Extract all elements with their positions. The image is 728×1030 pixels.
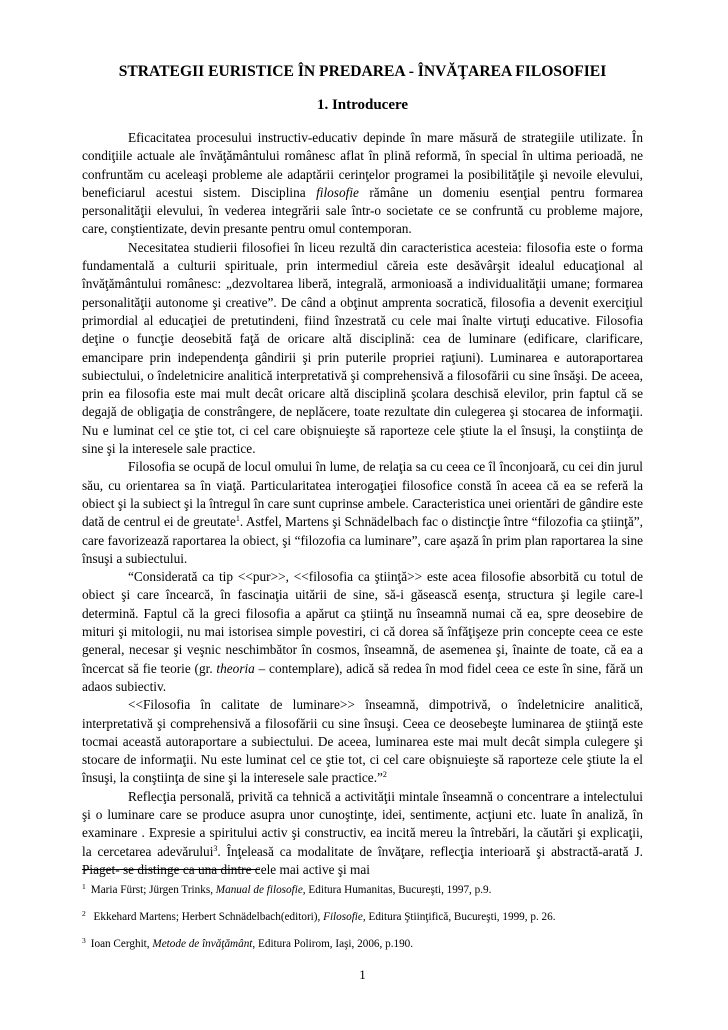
text-run: Editura Humanitas, Bucureşti, 1997, p.9.	[305, 884, 492, 896]
text-run: , Editura Ştiinţifică, Bucureşti, 1999, p. 26.	[362, 911, 556, 923]
text-run: “Considerată ca tip <<pur>>, <<filosofia ca ştiinţă>> este acea filosofie absorbită cu totul de obiect şi care încearcă, în fascinaţia uitării de sine, să-i găsească esenţa, structura şi legile care-l determină. Faptul că la greci filosofia a apărut ca ştiinţă nu înseamnă numai că ea, spre deosebire de mituri şi mitologii, nu mai istorisea simple povestiri, ci că dorea să înfăţişeze prin concepte ceea ce este general, necesar şi veşnic neschimbător în cosmos, înseamnă, de asemenea şi, înainte de toate, că ea a încercat să fie teorie (gr.	[82, 569, 643, 676]
footnote-separator	[82, 869, 260, 870]
italic-text: Metode de învăţământ	[152, 938, 253, 950]
text-run: Maria Fürst; Jürgen Trinks,	[90, 884, 216, 896]
paragraph	[82, 788, 643, 879]
paragraph	[82, 568, 643, 696]
page-number: 1	[359, 967, 366, 982]
italic-text: theoria	[216, 660, 255, 676]
text-run: <<Filosofia în calitate de luminare>> înseamnă, dimpotrivă, o îndeletnicire analitică, interpretativă şi comprehensivă a filosofării cu sine însuşi. Ceea ce deosebeşte luminarea de ştiinţă este tocmai această autoraportare a subiectului. De aceea, luminarea este mai mult decât simpla culegere şi stocare de informaţii. Nu este luminat cel ce ştie tot, ci cel care obişnuieşte să raporteze cele ştiute la el însuşi, la conştiinţa de sine şi la interesele sale practice.”	[82, 697, 643, 786]
text-run: . Înţeleasă ca modalitate de învăţare, reflecţia interioară şi abstractă-arată J. Piaget- se distinge ca una dintre cele mai active şi mai	[82, 843, 643, 877]
body-text	[82, 129, 643, 879]
text-run: – contemplare), adică să redea în mod fidel ceea ce este în sine, fără un adaos subiectiv.	[82, 660, 643, 694]
footnote	[82, 934, 682, 951]
text-run: Reflecţia personală, privită ca tehnică a activităţii mintale înseamnă o concentrare a intelectului şi o luminare care se produce asupra unor cunoştinţe, idei, sentimente, acţiuni etc. luate în analiză, în examinare . Expresie a spiritului activ şi constructiv, ea incită mereu la întrebări, la căutări şi explicaţii, la cercetarea adevărului	[82, 788, 643, 859]
text-run: Filosofia se ocupă de locul omului în lume, de relaţia sa cu ceea ce îl înconjoară, cu cei din jurul său, cu orientarea sa în viaţă. Particularitatea interogaţiei filosofice constă în aceea că ea se referă la obiect şi la subiect şi la întregul în care sunt cuprinse ambele. Caracteristica unei orientări de gândire este dată de centrul ei de greutate	[82, 459, 643, 530]
text-run: rămâne un domeniu esenţial pentru formarea personalităţii elevului, în vederea integrării sale într-o societate ce se confruntă cu probleme majore, care, conştientizate, devin presante pentru omul contemporan.	[82, 184, 643, 237]
footnote-ref: 3	[82, 936, 86, 945]
italic-text: Filosofie	[323, 911, 363, 923]
paragraph	[82, 458, 643, 568]
text-run: , Editura Polirom, Iaşi, 2006, p.190.	[252, 938, 414, 950]
text-run: Necesitatea studierii filosofiei în liceu rezultă din caracteristica acesteia: filosofia este o forma fundamentală a culturii spirituale, prin intermediul căreia este desăvârşit idealul educaţional al învăţământului românesc: „dezvoltarea liberă, integrală, armonioasă a individualităţii umane; formarea personalităţii autonome şi creative”. De când a obţinut amprenta socratică, filosofia a devenit exerciţiul primordial al educaţiei de pretutindeni, fiind înzestrată cu cele mai înalte virtuţi educative. Filosofia deţine o funcţie deosebită faţă de oricare altă disciplină: cea de luminare (edificare, clarificare, emancipare prin independenţa gândirii şi prin puterile propriei raţiuni). Luminarea e autoraportarea subiectului, o îndeletnicire analitică interpretativă şi comprehensivă a filosofării cu sine însăşi. De aceea, prin ea filosofia este mai mult decât oricare altă disciplină şcolara deschisă elevilor, prin faptul că se degajă de obligaţia de constrângere, de neplăcere, toate rezultate din culegerea şi stocarea de informaţii. Nu e luminat cel ce ştie tot, ci cel care obişnuieşte să raporteze cele ştiute la el însuşi, la conştiinţa de sine şi la interesele sale practice.	[82, 239, 643, 457]
footnote	[82, 907, 682, 924]
footnotes	[82, 880, 682, 961]
section-heading: 1. Introducere	[316, 97, 409, 113]
paragraph	[82, 129, 643, 239]
document-title: STRATEGII EURISTICE ÎN PREDAREA - ÎNVĂŢAREA FILOSOFIEI	[118, 63, 607, 80]
text-run: . Astfel, Martens şi Schnädelbach fac o distincţie între “filozofia ca ştiinţă”, care favorizează raportarea la obiect, şi “filozofia ca luminare”, care aşază în prim plan raportarea la sine însuşi a subiectului.	[82, 514, 644, 566]
text-run: Ioan Cerghit,	[90, 938, 153, 950]
paragraph	[82, 696, 643, 787]
footnote-ref: 1	[82, 882, 86, 891]
italic-text: filosofie	[316, 184, 359, 200]
footnote-ref: 2	[82, 909, 86, 918]
paragraph	[82, 239, 643, 459]
footnote	[82, 880, 682, 897]
footnote-ref: 1	[235, 514, 240, 524]
text-run: Eficacitatea procesului instructiv-educativ depinde în mare măsură de strategiile utilizate. În condiţiile actuale ale învăţământului românesc aflat în plină reformă, în special în ultima perioadă, ne confruntăm cu aceleaşi probleme ale adaptării cerinţelor programei la posibilităţile şi nevoile elevului, beneficiarul acestui sistem. Disciplina	[82, 130, 643, 200]
footnote-ref: 2	[382, 770, 387, 780]
text-run: Ekkehard Martens; Herbert Schnädelbach(editori),	[90, 911, 324, 923]
italic-text: Manual de filosofie,	[215, 884, 306, 896]
footnote-ref: 3	[213, 843, 218, 853]
